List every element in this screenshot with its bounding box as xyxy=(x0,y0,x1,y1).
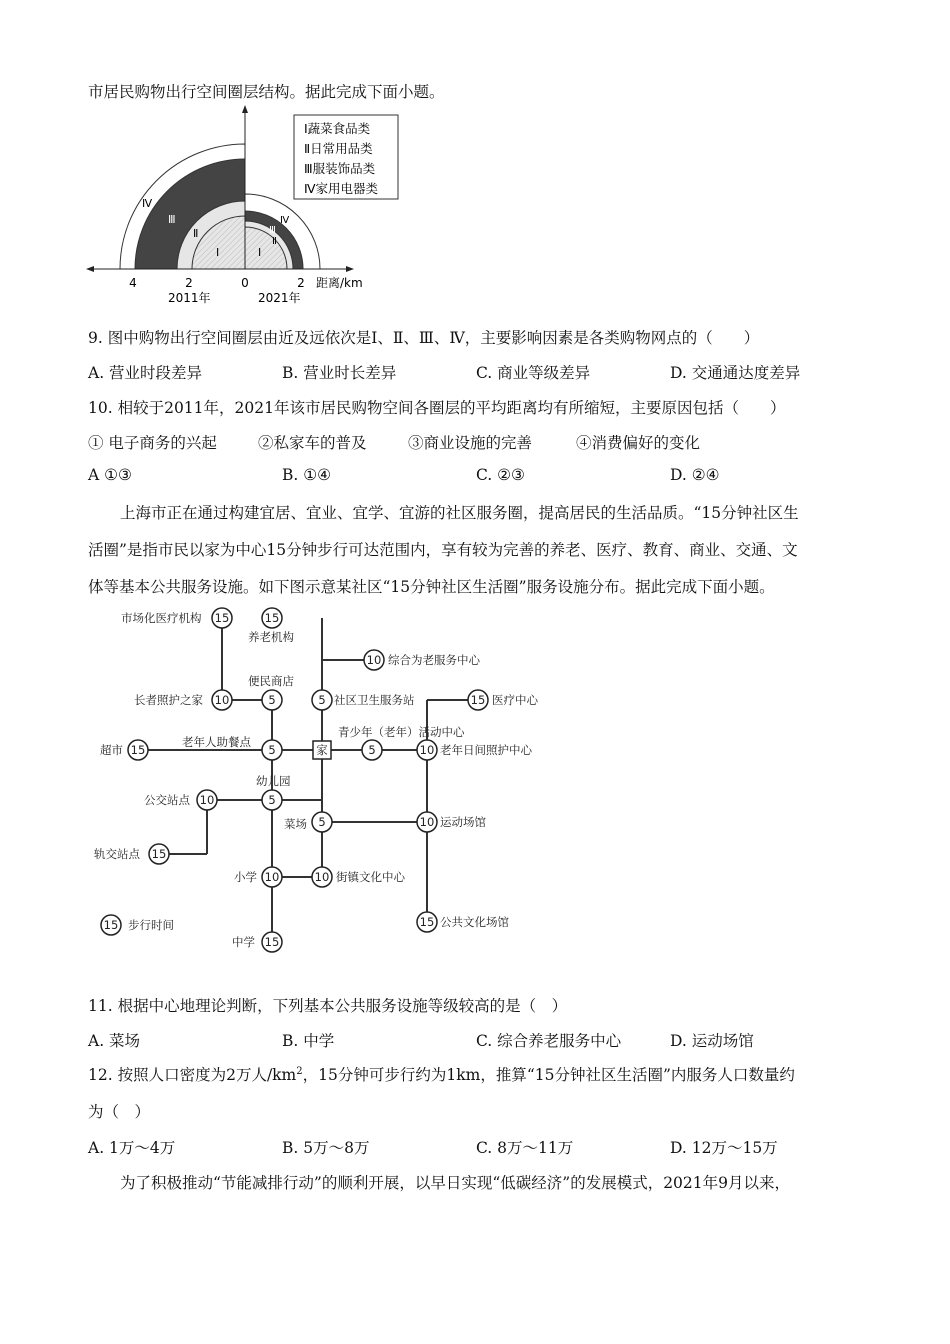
node-label: 老年人助餐点 xyxy=(182,735,251,749)
ring-label: Ⅲ xyxy=(168,213,176,226)
node-time: 10 xyxy=(199,793,215,807)
passage-line: 为了积极推动“节能减排行动”的顺利开展，以早日实现“低碳经济”的发展模式，2021年9月以来， xyxy=(120,1174,791,1192)
q12-option-c[interactable]: C. 8万～11万 xyxy=(476,1139,574,1157)
legend-time: 15 xyxy=(103,918,119,932)
q9-stem: 9. 图中购物出行空间圈层由近及远依次是Ⅰ、Ⅱ、Ⅲ、Ⅳ，主要影响因素是各类购物网点的（ ） xyxy=(88,329,760,347)
legend-item: Ⅰ蔬菜食品类 xyxy=(304,121,371,136)
ring-label: Ⅰ xyxy=(258,246,262,259)
q11-option-a[interactable]: A. 菜场 xyxy=(88,1032,141,1050)
node-time: 10 xyxy=(214,693,230,707)
passage-line: 活圈”是指市民以家为中心15分钟步行可达范围内，享有较为完善的养老、医疗、教育、商业、交通、文 xyxy=(88,541,798,559)
year-label-2021: 2021年 xyxy=(258,291,301,305)
q12-option-a[interactable]: A. 1万～4万 xyxy=(88,1139,176,1157)
q10-option-b[interactable]: B. ①④ xyxy=(282,466,332,484)
q10-item: ① 电子商务的兴起 xyxy=(88,434,217,452)
q12-option-b[interactable]: B. 5万～8万 xyxy=(282,1139,370,1157)
q10-stem: 10. 相较于2011年，2021年该市居民购物空间各圈层的平均距离均有所缩短，主要原因包括（ ） xyxy=(88,399,786,417)
node-time: 10 xyxy=(419,743,435,757)
node-label: 公交站点 xyxy=(144,793,190,807)
node-time: 15 xyxy=(214,611,230,625)
life-circle-network-figure xyxy=(0,600,600,970)
node-time: 5 xyxy=(318,815,326,829)
node-time: 10 xyxy=(314,870,330,884)
q9-option-c[interactable]: C. 商业等级差异 xyxy=(476,364,591,382)
q11-option-b[interactable]: B. 中学 xyxy=(282,1032,335,1050)
node-time: 5 xyxy=(318,693,326,707)
q10-option-a[interactable]: A ①③ xyxy=(88,466,132,484)
passage-line: 体等基本公共服务设施。如下图示意某社区“15分钟社区生活圈”服务设施分布。据此完成下面小题。 xyxy=(88,578,775,596)
node-label: 综合为老服务中心 xyxy=(388,653,480,667)
year-label-2011: 2011年 xyxy=(168,291,211,305)
ring-label: Ⅲ xyxy=(269,225,276,236)
legend-item: Ⅲ服装饰品类 xyxy=(304,161,376,176)
node-time: 10 xyxy=(264,870,280,884)
q10-item: ④消费偏好的变化 xyxy=(576,434,701,452)
ring-label: Ⅱ xyxy=(193,227,199,240)
node-time: 5 xyxy=(268,743,276,757)
node-time: 15 xyxy=(264,611,280,625)
passage-line: 上海市正在通过构建宜居、宜业、宜学、宜游的社区服务圈，提高居民的生活品质。“15分钟社区生 xyxy=(120,504,799,522)
node-label: 公共文化场馆 xyxy=(440,915,509,929)
node-time: 5 xyxy=(268,693,276,707)
q9-option-a[interactable]: A. 营业时段差异 xyxy=(88,364,203,382)
q12-stem xyxy=(88,1063,795,1085)
ring-label: Ⅰ xyxy=(216,246,220,259)
q10-option-d[interactable]: D. ②④ xyxy=(670,466,720,484)
node-label: 中学 xyxy=(232,935,255,949)
shopping-ring-figure xyxy=(80,105,410,305)
q12-stem-cont: 为（ ） xyxy=(88,1103,151,1121)
tick-label: 0 xyxy=(241,276,249,290)
node-label: 小学 xyxy=(234,870,257,884)
node-label: 医疗中心 xyxy=(492,693,538,707)
node-label: 运动场馆 xyxy=(440,815,486,829)
ring-label: Ⅳ xyxy=(142,197,153,210)
node-label: 社区卫生服务站 xyxy=(334,693,415,707)
node-label: 幼儿园 xyxy=(256,774,291,788)
q9-option-b[interactable]: B. 营业时长差异 xyxy=(282,364,397,382)
legend-item: Ⅳ家用电器类 xyxy=(304,181,379,196)
node-time: 15 xyxy=(151,847,167,861)
home-label: 家 xyxy=(316,743,328,757)
q10-option-c[interactable]: C. ②③ xyxy=(476,466,525,484)
ring-label: Ⅳ xyxy=(280,215,290,226)
node-label: 养老机构 xyxy=(248,630,294,644)
q11-stem: 11. 根据中心地理论判断，下列基本公共服务设施等级较高的是（ ） xyxy=(88,997,568,1015)
node-label: 超市 xyxy=(100,743,123,757)
node-time: 5 xyxy=(368,743,376,757)
q11-option-c[interactable]: C. 综合养老服务中心 xyxy=(476,1032,622,1050)
node-label: 老年日间照护中心 xyxy=(440,743,532,757)
q12-stem-sup: 2 xyxy=(296,1065,303,1077)
node-time: 15 xyxy=(264,935,280,949)
q10-item: ②私家车的普及 xyxy=(258,434,367,452)
q12-stem-part: 12. 按照人口密度为2万人/km xyxy=(88,1066,297,1084)
node-time: 15 xyxy=(470,693,486,707)
node-label: 街镇文化中心 xyxy=(336,870,405,884)
node-label: 菜场 xyxy=(284,817,307,831)
node-label: 市场化医疗机构 xyxy=(121,611,202,625)
q9-option-d[interactable]: D. 交通通达度差异 xyxy=(670,364,801,382)
axis-label: 距离/km xyxy=(316,276,363,290)
tick-label: 2 xyxy=(185,276,193,290)
q12-stem-part: ，15分钟可步行约为1km，推算“15分钟社区生活圈”内服务人口数量约 xyxy=(302,1066,795,1084)
node-label: 轨交站点 xyxy=(94,847,140,861)
q10-item: ③商业设施的完善 xyxy=(408,434,533,452)
node-label: 便民商店 xyxy=(248,674,294,688)
intro-text: 市居民购物出行空间圈层结构。据此完成下面小题。 xyxy=(88,83,445,101)
legend-label: 步行时间 xyxy=(128,918,174,932)
tick-label: 4 xyxy=(129,276,137,290)
node-time: 10 xyxy=(366,653,382,667)
ring-label: Ⅱ xyxy=(272,236,277,247)
node-time: 5 xyxy=(268,793,276,807)
node-time: 15 xyxy=(419,915,435,929)
node-label: 青少年（老年）活动中心 xyxy=(338,725,465,739)
legend-item: Ⅱ日常用品类 xyxy=(304,141,373,156)
node-label: 长者照护之家 xyxy=(134,693,203,707)
node-time: 15 xyxy=(130,743,146,757)
node-time: 10 xyxy=(419,815,435,829)
q11-option-d[interactable]: D. 运动场馆 xyxy=(670,1032,754,1050)
q12-option-d[interactable]: D. 12万～15万 xyxy=(670,1139,778,1157)
tick-label: 2 xyxy=(297,276,305,290)
